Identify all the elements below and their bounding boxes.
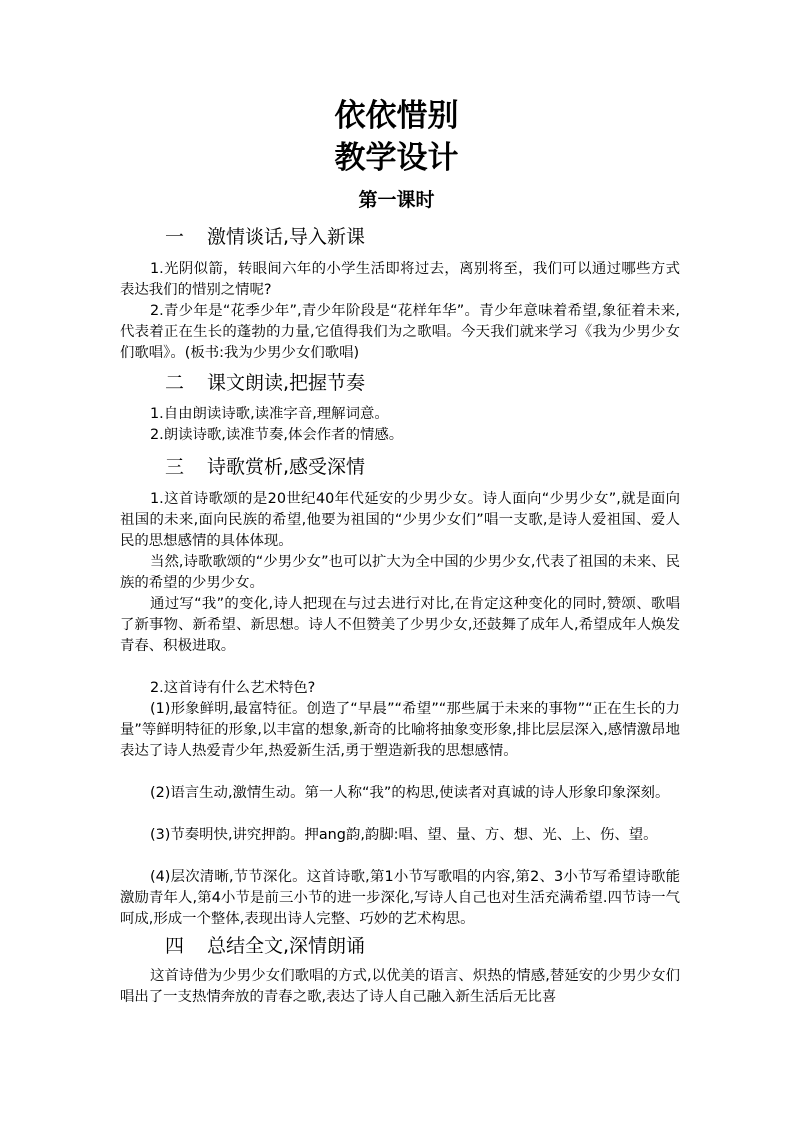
- section-title: 激情谈话,导入新课: [207, 226, 366, 248]
- section-title: 总结全文,深情朗诵: [207, 935, 366, 957]
- paragraph: 这首诗借为少男少女们歌唱的方式,以优美的语言、炽热的情感,替延安的少男少女们唱出了一支热情奔放的青春之歌,表达了诗人自己融入新生活后无比喜: [120, 968, 680, 1005]
- section-number: 二: [165, 372, 185, 394]
- paragraph: (4)层次清晰,节节深化。这首诗歌,第1小节写歌唱的内容,第2、3小节写希望诗歌能激励青年人,第4小节是前三小节的进一步深化,写诗人自己也对生活充满希望.四节诗一气呵成,形成一个整体,表现出诗人完整、巧妙的艺术构思。: [120, 869, 680, 927]
- paragraph: 2.这首诗有什么艺术特色?: [150, 680, 316, 696]
- paragraph: 2.青少年是“花季少年”,青少年阶段是“花样年华”。青少年意味着希望,象征着未来,代表着正在生长的蓬勃的力量,它值得我们为之歌唱。今天我们就来学习《我为少男少女们歌唱》。(板书:我为少男少女们歌唱): [120, 303, 680, 361]
- paragraph: 1.这首诗歌颂的是20世纪40年代延安的少男少女。诗人面向“少男少女”,就是面向祖国的未来,面向民族的希望,他要为祖国的“少男少女们”唱一支歌,是诗人爱祖国、爱人民的思想感情的具体体现。: [120, 491, 680, 549]
- section-number: 一: [165, 226, 185, 248]
- paragraph: 1.自由朗读诗歌,读准字音,理解词意。: [150, 406, 389, 422]
- section-heading-1: [165, 224, 365, 250]
- section-title: 诗歌赏析,感受深情: [207, 456, 366, 478]
- paragraph: (2)语言生动,激情生动。第一人称“我”的构思,使读者对真诚的诗人形象印象深刻。: [150, 785, 670, 801]
- section-title: 课文朗读,把握节奏: [207, 372, 366, 394]
- section-heading-2: [165, 370, 365, 396]
- paragraph: 当然,诗歌歌颂的“少男少女”也可以扩大为全中国的少男少女,代表了祖国的未来、民族的希望的少男少女。: [120, 554, 680, 591]
- paragraph: 2.朗读诗歌,读准节奏,体会作者的情感。: [150, 427, 404, 443]
- section-heading-4: [165, 933, 365, 959]
- section-number: 四: [165, 935, 185, 957]
- paragraph: (3)节奏明快,讲究押韵。押ang韵,韵脚:唱、望、量、方、想、光、上、伤、望。: [150, 827, 658, 843]
- doc-subtitle: 第一课时: [358, 189, 435, 211]
- paragraph: 1.光阴似箭，转眼间六年的小学生活即将过去，离别将至，我们可以通过哪些方式表达我们的惜别之情呢?: [120, 261, 680, 298]
- doc-title: 依依惜别: [334, 98, 459, 134]
- paragraph: (1)形象鲜明,最富特征。创造了“早晨”“希望”“那些属于未来的事物”“正在生长的力量”等鲜明特征的形象,以丰富的想象,新奇的比喻将抽象变形象,排比层层深入,感情激昂地表达了诗人热爱青少年,热爱新生活,勇于塑造新我的思想感情。: [120, 701, 680, 759]
- section-heading-3: [165, 454, 365, 480]
- paragraph: 通过写“我”的变化,诗人把现在与过去进行对比,在肯定这种变化的同时,赞颂、歌唱了新事物、新希望、新思想。诗人不但赞美了少男少女,还鼓舞了成年人,希望成年人焕发青春、积极进取。: [120, 596, 680, 654]
- section-number: 三: [165, 456, 185, 478]
- doc-title-2: 教学设计: [334, 140, 459, 176]
